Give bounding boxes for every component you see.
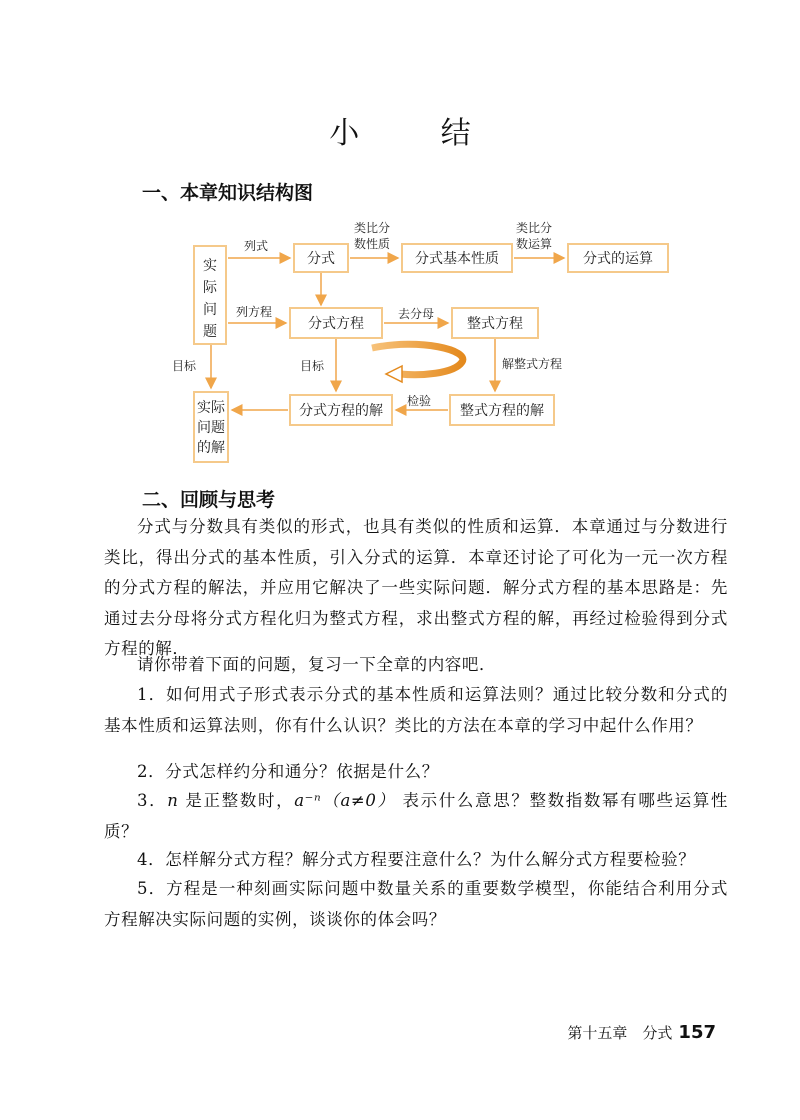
node-label-integral-equation: 整式方程 — [467, 316, 523, 332]
edge-label-analogy-operation-2: 数运算 — [516, 237, 553, 251]
q3-variable: n — [167, 791, 179, 810]
paragraph-prompt: 请你带着下面的问题，复习一下全章的内容吧． — [137, 655, 497, 674]
q3-rest: 表示什么意思？整数指数幂有哪些运算性质？ — [104, 791, 728, 841]
node-label-fraction-operation: 分式的运算 — [583, 251, 653, 267]
edge-label-analogy-property-1: 类比分 — [354, 221, 391, 235]
node-label-actual-problem-3: 问 — [203, 302, 217, 318]
question-1: 1．如何用式子形式表示分式的基本性质和运算法则？通过比较分数和分式的基本性质和运算法则，你有什么认识？类比的方法在本章的学习中起什么作用？ — [104, 685, 728, 735]
node-label-fractional-solution: 分式方程的解 — [299, 403, 383, 419]
edge-label-analogy-property-2: 数性质 — [354, 237, 391, 251]
section-heading-review: 二、回顾与思考 — [142, 489, 276, 511]
knowledge-structure-diagram — [0, 210, 800, 480]
q3-prefix: 3． — [137, 791, 168, 810]
node-label-actual-problem-2: 际 — [203, 280, 217, 296]
page-footer — [567, 1022, 716, 1043]
node-label-fraction: 分式 — [307, 251, 335, 267]
node-label-actual-solution-1: 实际 — [197, 400, 225, 416]
node-label-fraction-basic-property: 分式基本性质 — [415, 251, 499, 267]
question-3 — [104, 786, 728, 847]
node-label-integral-solution: 整式方程的解 — [460, 403, 544, 419]
edge-label-solve-integral: 解整式方程 — [502, 357, 563, 371]
q3-expression: a⁻ⁿ（a≠0） — [294, 791, 396, 810]
paragraph-summary: 分式与分数具有类似的形式，也具有类似的性质和运算．本章通过与分数进行类比，得出分式的基本性质，引入分式的运算．本章还讨论了可化为一元一次方程的分式方程的解法，并应用它解决了一些实际问题．解分式方程的基本思路是：先通过去分母将分式方程化归为整式方程，求出整式方程的解，再经过检验得到分式方程的解． — [104, 517, 728, 658]
node-label-actual-problem-4: 题 — [203, 324, 217, 340]
edge-label-list-equation: 列方程 — [236, 305, 273, 319]
node-label-fractional-equation: 分式方程 — [308, 316, 364, 332]
page-title: 小 结 — [329, 116, 507, 151]
question-2: 2．分式怎样约分和通分？依据是什么？ — [137, 762, 439, 781]
edge-label-analogy-operation-1: 类比分 — [516, 221, 553, 235]
page-number: 157 — [678, 1022, 716, 1043]
section-heading-structure: 一、本章知识结构图 — [142, 182, 314, 204]
q3-mid: 是正整数时， — [178, 791, 295, 810]
node-label-actual-solution-2: 问题 — [197, 420, 225, 436]
edge-label-check: 检验 — [407, 394, 432, 408]
edge-label-goal-mid: 目标 — [300, 359, 325, 373]
footer-chapter: 第十五章 分式 — [567, 1024, 673, 1042]
node-label-actual-solution-3: 的解 — [197, 440, 225, 456]
node-label-actual-problem-1: 实 — [203, 258, 217, 274]
edge-label-goal-left: 目标 — [172, 359, 197, 373]
edge-label-list-expression: 列式 — [244, 239, 269, 253]
edge-label-remove-denominator: 去分母 — [398, 307, 435, 321]
question-4: 4．怎样解分式方程？解分式方程要注意什么？为什么解分式方程要检验？ — [137, 850, 696, 869]
question-5: 5．方程是一种刻画实际问题中数量关系的重要数学模型，你能结合利用分式方程解决实际问题的实例，谈谈你的体会吗？ — [104, 879, 728, 929]
